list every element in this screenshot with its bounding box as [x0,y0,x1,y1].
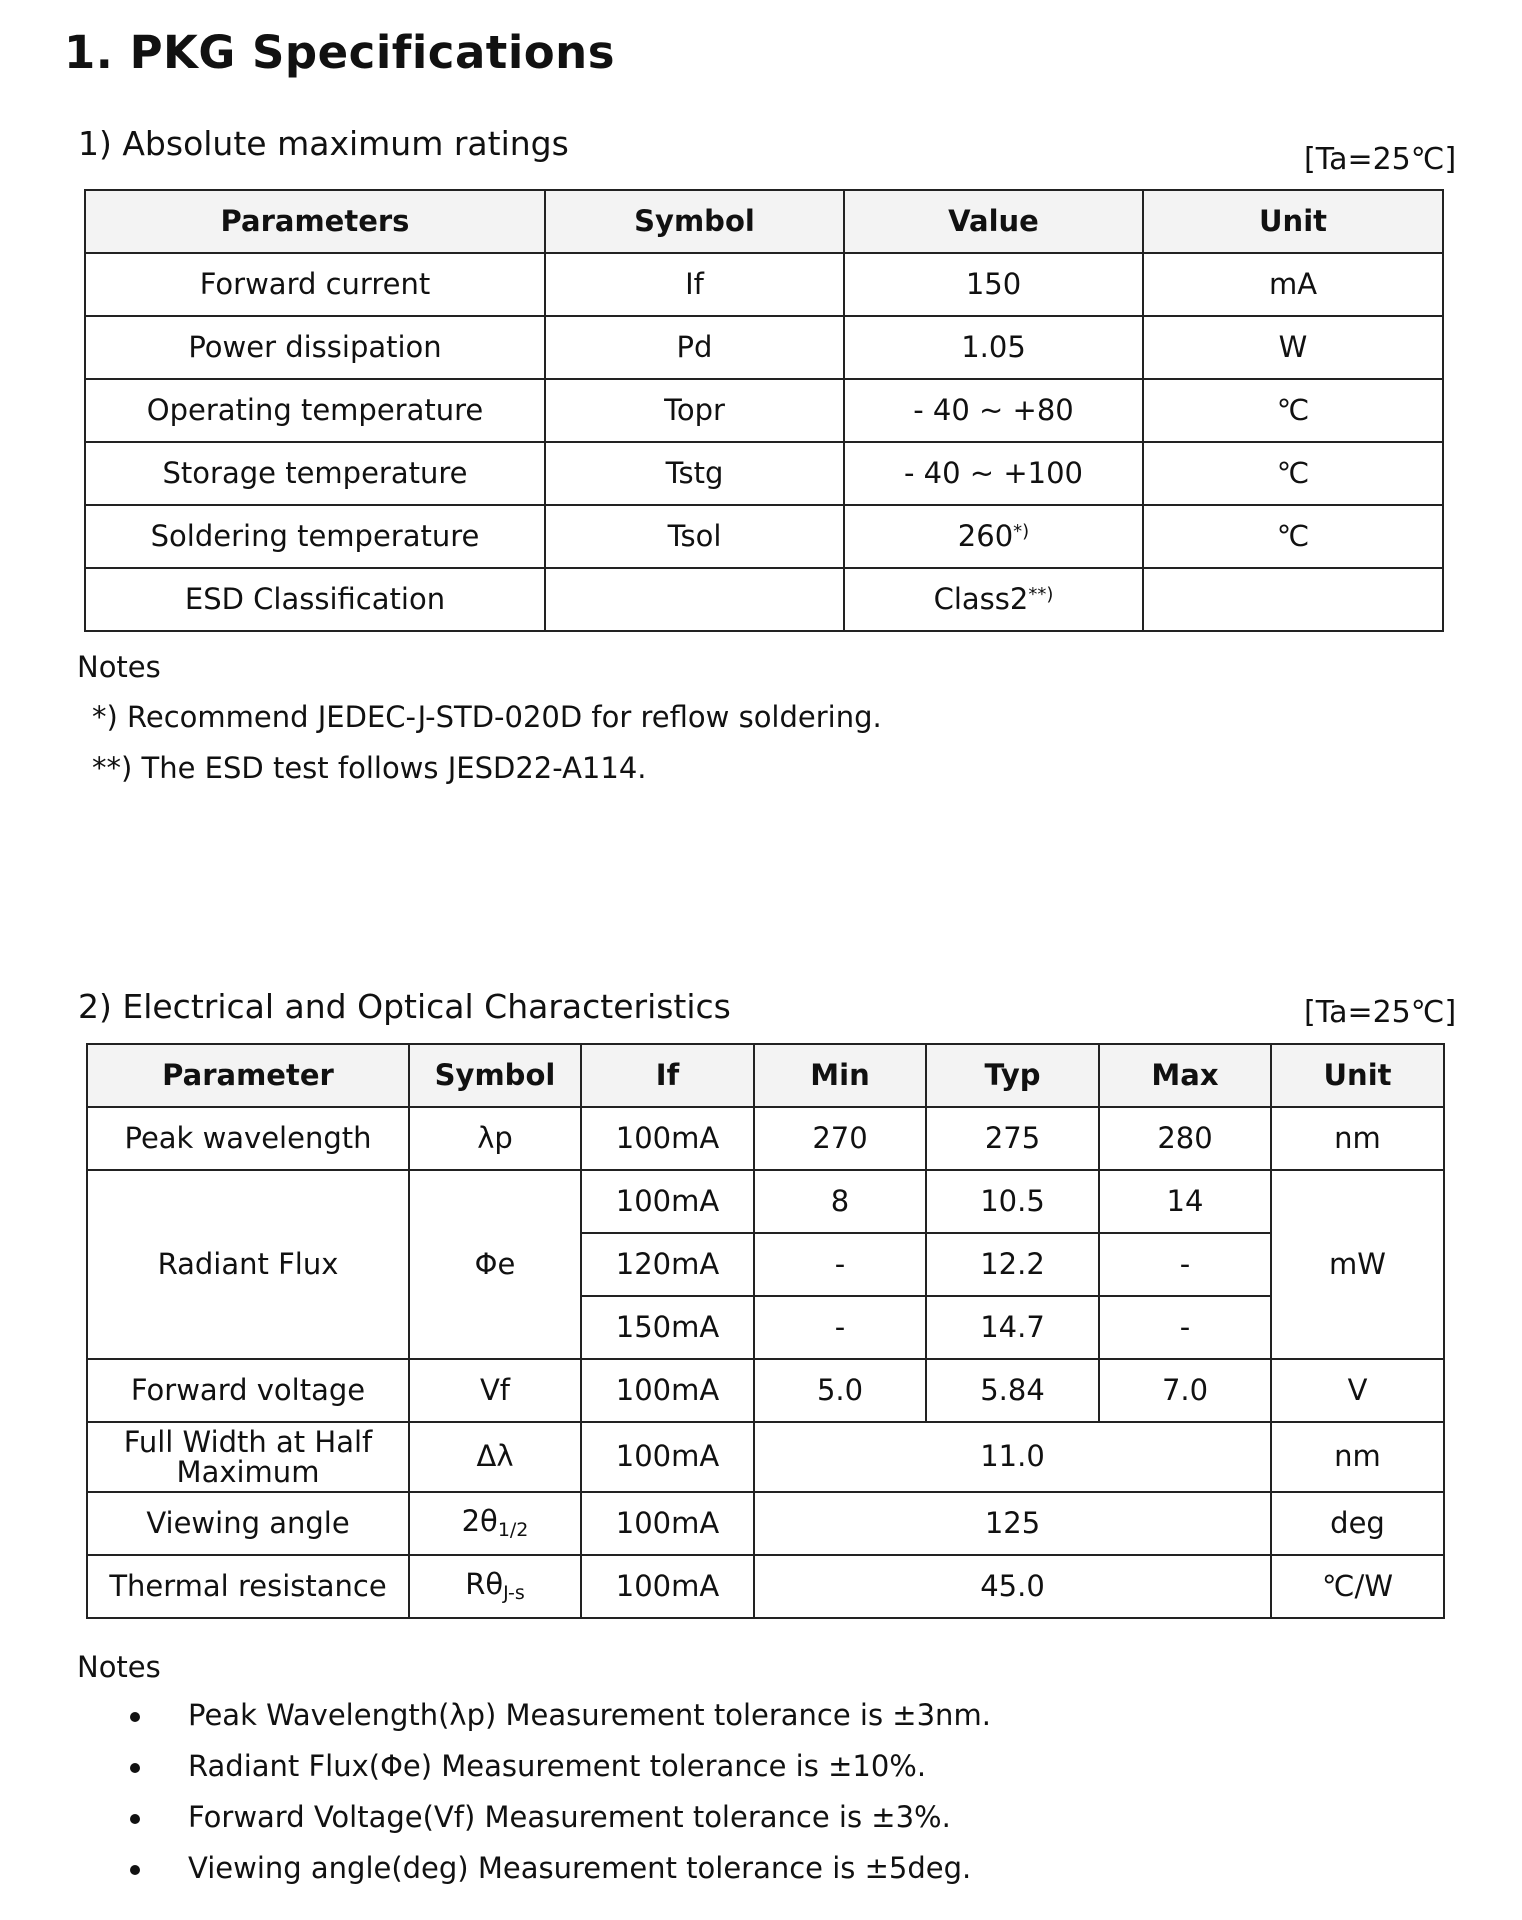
table-row [87,1107,1444,1170]
bullet-icon [130,1763,140,1773]
unit-cell: V [1271,1359,1444,1422]
param-line: Full Width at Half [123,1424,373,1459]
table-row [85,379,1443,442]
header-value: Value [844,190,1143,253]
unit-cell: deg [1271,1492,1444,1555]
unit-cell: nm [1271,1107,1444,1170]
list-item [78,1843,1378,1894]
note-text: Forward Voltage(Vf) Measurement tolerance is ±3%. [188,1800,951,1834]
symbol-cell [409,1492,581,1555]
max-cell: 280 [1099,1107,1271,1170]
param-cell: Storage temperature [85,442,545,505]
unit-cell: mW [1271,1170,1444,1359]
typ-cell: 275 [926,1107,1099,1170]
bullet-icon [130,1865,140,1875]
if-cell: 100mA [581,1422,754,1492]
symbol-cell: Tstg [545,442,844,505]
param-cell: Operating temperature [85,379,545,442]
header-unit: Unit [1271,1044,1444,1107]
symbol-cell [409,1555,581,1618]
bullet-icon [130,1712,140,1722]
table-row [87,1555,1444,1618]
typ-cell: 12.2 [926,1233,1099,1296]
max-cell: - [1099,1296,1271,1359]
max-cell: 14 [1099,1170,1271,1233]
note-text: Radiant Flux(Φe) Measurement tolerance is ±10%. [188,1749,927,1783]
symbol-cell: Δλ [409,1422,581,1492]
param-cell: Radiant Flux [87,1170,409,1359]
symbol-cell: Tsol [545,505,844,568]
page-title: 1. PKG Specifications [64,26,615,79]
value-cell: 1.05 [844,316,1143,379]
table-row [85,505,1443,568]
min-cell: - [754,1233,926,1296]
param-cell: Soldering temperature [85,505,545,568]
unit-cell: nm [1271,1422,1444,1492]
bullet-icon [130,1814,140,1824]
typ-cell: 14.7 [926,1296,1099,1359]
value-cell: 11.0 [754,1422,1271,1492]
table-row [85,316,1443,379]
symbol-cell [545,568,844,631]
unit-cell: W [1143,316,1443,379]
value-cell: - 40 ~ +80 [844,379,1143,442]
symbol-cell: Pd [545,316,844,379]
section1-title: 1) Absolute maximum ratings [78,124,569,163]
param-cell: Peak wavelength [87,1107,409,1170]
if-cell: 100mA [581,1359,754,1422]
symbol-subscript: J-s [503,1582,525,1605]
table-row [85,253,1443,316]
symbol-cell: If [545,253,844,316]
table-row [87,1422,1444,1492]
value-cell [844,505,1143,568]
value-cell: - 40 ~ +100 [844,442,1143,505]
footnote-mark: **) [1028,583,1054,605]
if-cell: 100mA [581,1107,754,1170]
table-header-row [87,1044,1444,1107]
symbol-cell: Φe [409,1170,581,1359]
section2-title: 2) Electrical and Optical Characteristics [78,987,731,1026]
min-cell: 8 [754,1170,926,1233]
unit-cell: ℃ [1143,442,1443,505]
symbol-main: Rθ [465,1567,504,1602]
table-row [85,442,1443,505]
value-cell: 45.0 [754,1555,1271,1618]
if-cell: 120mA [581,1233,754,1296]
table-row [87,1492,1444,1555]
section1-notes-title: Notes [77,650,161,684]
symbol-cell: Topr [545,379,844,442]
section1-note: **) The ESD test follows JESD22-A114. [92,751,647,785]
value-cell: 125 [754,1492,1271,1555]
value-cell [844,568,1143,631]
footnote-mark: *) [1013,520,1030,542]
header-typ: Typ [926,1044,1099,1107]
unit-cell: ℃/W [1271,1555,1444,1618]
if-cell: 100mA [581,1170,754,1233]
typ-cell: 5.84 [926,1359,1099,1422]
electrical-optical-table [86,1043,1445,1619]
value-text: Class2 [933,581,1029,616]
header-unit: Unit [1143,190,1443,253]
param-cell: Thermal resistance [87,1555,409,1618]
list-item [78,1690,1378,1741]
min-cell: 270 [754,1107,926,1170]
symbol-main: 2θ [461,1504,498,1539]
header-if: If [581,1044,754,1107]
list-item [78,1741,1378,1792]
header-min: Min [754,1044,926,1107]
unit-cell: ℃ [1143,379,1443,442]
note-text: Viewing angle(deg) Measurement tolerance is ±5deg. [188,1851,972,1885]
header-max: Max [1099,1044,1271,1107]
symbol-cell: λp [409,1107,581,1170]
note-text: Peak Wavelength(λp) Measurement tolerance is ±3nm. [188,1698,991,1732]
header-parameter: Parameter [87,1044,409,1107]
param-cell [87,1422,409,1492]
header-parameters: Parameters [85,190,545,253]
symbol-cell: Vf [409,1359,581,1422]
symbol-subscript: 1/2 [497,1519,529,1542]
param-line: Maximum [176,1455,320,1489]
table-row [87,1170,1444,1233]
section2-notes-title: Notes [77,1650,161,1684]
absolute-max-ratings-table [84,189,1444,632]
param-cell: Forward voltage [87,1359,409,1422]
table-header-row [85,190,1443,253]
unit-cell [1143,568,1443,631]
min-cell: 5.0 [754,1359,926,1422]
param-cell: Forward current [85,253,545,316]
section1-note: *) Recommend JEDEC-J-STD-020D for reflow soldering. [92,700,882,734]
unit-cell: ℃ [1143,505,1443,568]
value-cell: 150 [844,253,1143,316]
min-cell: - [754,1296,926,1359]
table-row [87,1359,1444,1422]
table-row [85,568,1443,631]
section1-condition: [Ta=25℃] [1304,142,1457,177]
header-symbol: Symbol [545,190,844,253]
typ-cell: 10.5 [926,1170,1099,1233]
param-cell: ESD Classification [85,568,545,631]
param-cell: Power dissipation [85,316,545,379]
section2-condition: [Ta=25℃] [1304,995,1457,1030]
header-symbol: Symbol [409,1044,581,1107]
if-cell: 100mA [581,1555,754,1618]
param-cell: Viewing angle [87,1492,409,1555]
if-cell: 150mA [581,1296,754,1359]
max-cell: - [1099,1233,1271,1296]
value-text: 260 [957,518,1014,553]
max-cell: 7.0 [1099,1359,1271,1422]
unit-cell: mA [1143,253,1443,316]
if-cell: 100mA [581,1492,754,1555]
list-item [78,1792,1378,1843]
section2-notes-list [78,1690,1378,1894]
